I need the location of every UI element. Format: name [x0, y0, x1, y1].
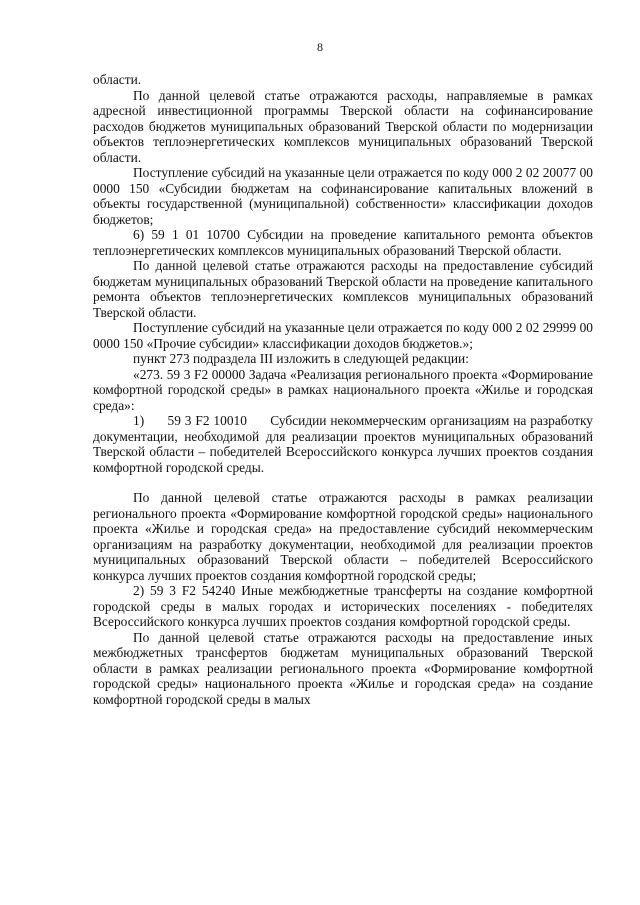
document-body: [93, 72, 597, 707]
paragraph: «273. 59 3 F2 00000 Задача «Реализация регионального проекта «Формирование комфортной городской среды» в рамках национального проекта «Жилье и городская среда»:: [93, 366, 593, 413]
paragraph: 6) 59 1 01 10700 Субсидии на проведение капитального ремонта объектов теплоэнергетических комплексов муниципальных образований Тверской области.: [93, 227, 593, 258]
page-number: 8: [317, 40, 323, 54]
paragraph: Поступление субсидий на указанные цели отражается по коду 000 2 02 29999 00 0000 150 «Прочие субсидии» классификации доходов бюджетов.»;: [93, 320, 593, 351]
paragraph: 2) 59 3 F2 54240 Иные межбюджетные трансферты на создание комфортной городской среды в малых городах и исторических поселениях - победителях Всероссийского конкурса лучших проектов создания комфортной городской среды.: [93, 583, 593, 629]
paragraph: По данной целевой статье отражаются расходы, направляемые в рамках адресной инвестиционной программы Тверской области на софинансирование расходов бюджетов муниципальных образований Тверской области по модернизации объектов теплоэнергетических комплексов муниципальных образований Тверской области.: [93, 87, 593, 165]
paragraph: пункт 273 подраздела III изложить в следующей редакции:: [133, 351, 469, 366]
paragraph: Поступление субсидий на указанные цели отражается по коду 000 2 02 20077 00 0000 150 «Субсидии бюджетам на софинансирование капитальных вложений в объекты государственной (муниципальной) собственности» классификации доходов бюджетов;: [93, 165, 593, 227]
paragraph: области.: [93, 72, 142, 87]
paragraph: По данной целевой статье отражаются расходы на предоставление иных межбюджетных трансфертов бюджетам муниципальных образований Тверской области в рамках реализации регионального проекта «Формирование комфортной городской среды» национального проекта «Жилье и городская среда» на создание комфортной городской среды в малых: [93, 629, 593, 707]
paragraph: По данной целевой статье отражаются расходы на предоставление субсидий бюджетам муниципальных образований Тверской области на проведение капитального ремонта объектов теплоэнергетических комплексов муниципальных образований Тверской области.: [93, 258, 593, 320]
paragraph: По данной целевой статье отражаются расходы в рамках реализации регионального проекта «Формирование комфортной городской среды» национального проекта «Жилье и городская среда» на предоставление субсидий некоммерческим организациям на разработку документации, необходимой для реализации проектов муниципальных образований Тверской области – победителей Всероссийского конкурса лучших проектов создания комфортной городской среды;: [93, 490, 593, 583]
paragraph: 1) 59 3 F2 10010 Субсидии некоммерческим организациям на разработку документации, необходимой для реализации проектов муниципальных образований Тверской области – победителей Всероссийского конкурса лучших проектов создания комфортной городской среды.: [93, 413, 597, 475]
